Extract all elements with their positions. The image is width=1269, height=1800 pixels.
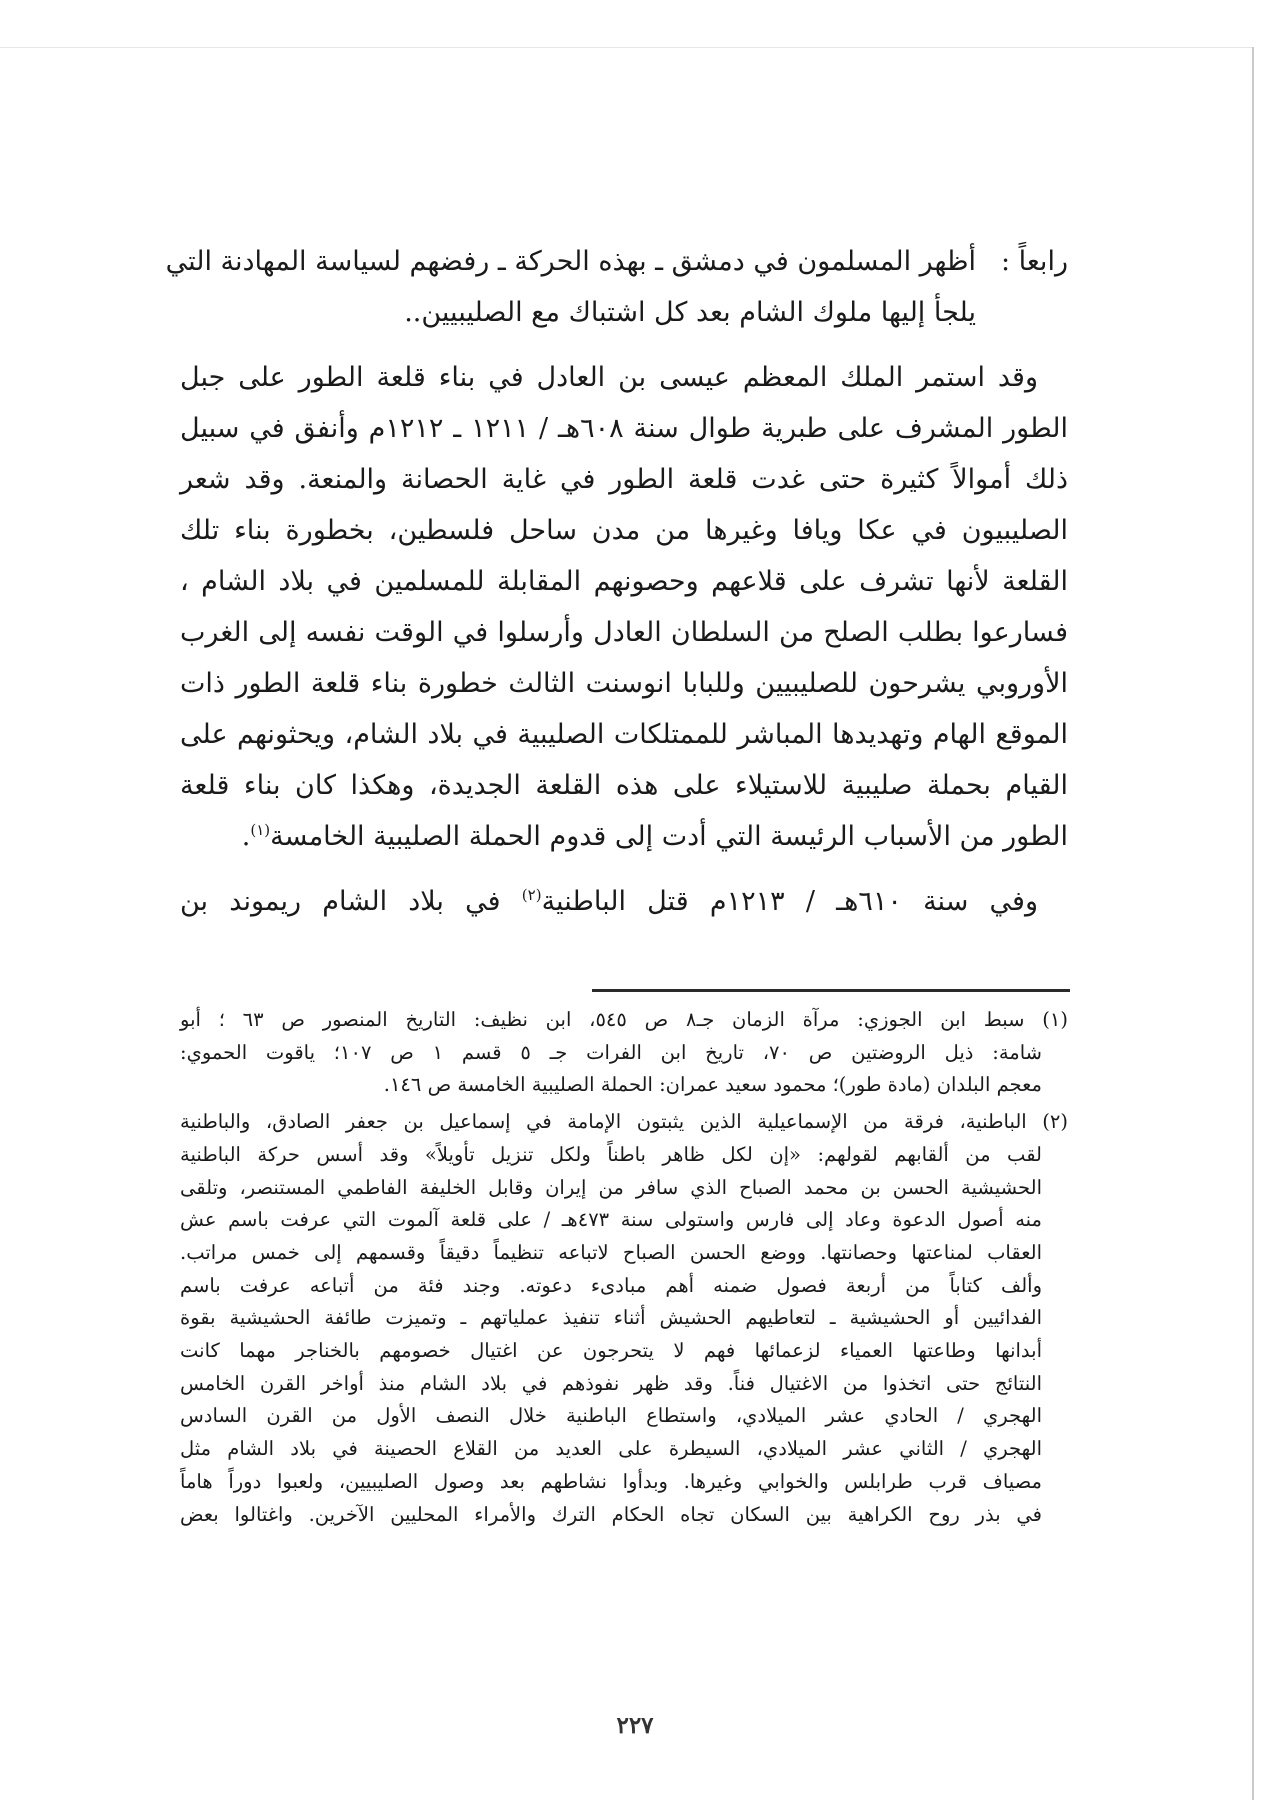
paragraph-line: القيام بحملة صليبية للاستيلاء على هذه القلعة الجديدة، وهكذا كان بناء قلعة — [180, 770, 1068, 801]
paragraph-batiniyya — [180, 876, 1068, 927]
footnote-line: الفدائيين أو الحشيشية ـ لتعاطيهم الحشيش أثناء تنفيذ عملياتهم ـ وتميزت طائفة الحشيشية بقوة — [180, 1306, 1042, 1330]
point-four-text-line: يلجأ إليها ملوك الشام بعد كل اشتباك مع الصليبيين.. — [404, 297, 976, 328]
footnote-line — [180, 1106, 1068, 1139]
paragraph-line: الأوروبي يشرحون للصليبيين وللبابا انوسنت الثالث خطورة بناء قلعة الطور ذات — [180, 668, 1068, 699]
footnote-line: وألف كتاباً من أربعة فصول ضمنه أهم مبادىء دعوته. وجند فئة من أتباعه عرفت باسم — [180, 1273, 1042, 1297]
main-text — [165, 236, 1068, 927]
footnote-text: سبط ابن الجوزي: مرآة الزمان جـ٨ ص ٥٤٥، ابن نظيف: التاريخ المنصور ص ٦٣ ؛ أبو — [180, 1008, 1025, 1031]
footnote-line: شامة: ذيل الروضتين ص ٧٠، تاريخ ابن الفرات جـ ٥ قسم ١ ص ١٠٧؛ ياقوت الحموي: — [180, 1040, 1043, 1064]
footnote-line: في بذر روح الكراهية بين السكان تجاه الحكام الترك والأمراء المحليين الآخرين. واغتالوا بعض — [180, 1502, 1042, 1526]
paragraph-line — [180, 876, 1068, 927]
paragraph-text: في بلاد الشام ريموند بن — [180, 886, 522, 917]
footnote-ref-1[interactable]: (١) — [250, 821, 271, 839]
paragraph-line: القلعة لأنها تشرف على قلاعهم وحصونهم المقابلة للمسلمين في بلاد الشام ، — [180, 566, 1068, 597]
point-four — [165, 236, 1068, 338]
point-four-text-line: أظهر المسلمون في دمشق ـ بهذه الحركة ـ رفضهم لسياسة المهادنة التي — [165, 246, 976, 277]
paragraph-line: الطور المشرف على طبرية طوال سنة ٦٠٨هـ / ١٢١١ ـ ١٢١٢م وأنفق في سبيل — [180, 413, 1068, 444]
footnote-line: الهجري / الثاني عشر الميلادي، السيطرة على العديد من القلاع الحصينة في بلاد الشام مثل — [180, 1437, 1042, 1461]
paragraph-line: الموقع الهام وتهديدها المباشر للممتلكات الصليبية في بلاد الشام، ويحثونهم على — [180, 719, 1068, 750]
footnote-line: النتائج حتى اتخذوا من الاغتيال فناً. وقد ظهر نفوذهم في بلاد الشام منذ أواخر القرن الخامس — [180, 1371, 1042, 1395]
footnote-separator — [592, 989, 1070, 992]
footnote-line: مصياف قرب طرابلس والخوابي وغيرها. وبدأوا نشاطهم بعد وصول الصليبيين، ولعبوا دوراً هاماً — [180, 1469, 1042, 1493]
footnotes — [180, 1004, 1068, 1531]
paragraph-text: الطور من الأسباب الرئيسة التي أدت إلى قدوم الحملة الصليبية الخامسة — [270, 821, 1068, 852]
paragraph-line: وقد استمر الملك المعظم عيسى بن العادل في بناء قلعة الطور على جبل — [180, 362, 1038, 393]
point-four-label: رابعاً : — [1001, 246, 1068, 277]
paragraph-text: وفي سنة ٦١٠هـ / ١٢١٣م قتل الباطنية — [541, 886, 1038, 917]
footnote-2 — [180, 1106, 1068, 1531]
footnote-line: الحشيشية الحسن بن محمد الصباح الذي سافر من إيران وقابل الخليفة الفاطمي المستنصر، وتلقى — [180, 1175, 1042, 1199]
page-number: ٢٢٧ — [616, 1712, 654, 1739]
footnote-line: العقاب لمناعتها وحصانتها. ووضع الحسن الصباح لاتباعه تنظيماً دقيقاً وقسمهم إلى خمس مراتب. — [180, 1240, 1042, 1264]
footnote-line: منه أصول الدعوة وعاد إلى فارس واستولى سنة ٤٧٣هـ / على قلعة آلموت التي عرفت باسم عش — [180, 1208, 1042, 1232]
footnote-text: الباطنية، فرقة من الإسماعيلية الذين يثبتون الإمامة في إسماعيل بن جعفر الصادق، والباطنية — [180, 1110, 1027, 1134]
footnote-line: لقب من ألقابهم لقولهم: «إن لكل ظاهر باطناً ولكل تنزيل تأويلاً» وقد أسس حركة الباطنية — [180, 1142, 1042, 1166]
paragraph-tur-castle — [180, 352, 1068, 862]
footnote-marker: (١) — [1042, 1008, 1068, 1031]
page-edge-top — [0, 47, 1254, 48]
paragraph-line: فسارعوا بطلب الصلح من السلطان العادل وأرسلوا في الوقت نفسه إلى الغرب — [180, 617, 1068, 648]
paragraph-line: الصليبيون في عكا ويافا وغيرها من مدن ساحل فلسطين، بخطورة بناء تلك — [180, 515, 1068, 546]
paragraph-last-line — [180, 811, 1068, 862]
paragraph-line: ذلك أموالاً كثيرة حتى غدت قلعة الطور في غاية الحصانة والمنعة. وقد شعر — [180, 464, 1068, 495]
period: . — [241, 821, 251, 852]
footnote-1 — [180, 1004, 1068, 1102]
point-four-first-line — [165, 236, 1068, 287]
footnote-line: معجم البلدان (مادة طور)؛ محمود سعيد عمران: الحملة الصليبية الخامسة ص ١٤٦. — [383, 1073, 1042, 1097]
footnote-line: الهجري / الحادي عشر الميلادي، واستطاع الباطنية خلال النصف الأول من القرن السادس — [180, 1404, 1042, 1428]
footnote-ref-2[interactable]: (٢) — [521, 886, 542, 904]
footnote-line — [180, 1004, 1068, 1037]
footnote-line: أبدانها وطاعتها العمياء لزعمائها فهم لا يتحرجون عن اغتيال خصومهم بالخناجر مهما كانت — [180, 1339, 1042, 1363]
footnote-marker: (٢) — [1042, 1110, 1068, 1134]
page-edge-right — [1252, 47, 1254, 1800]
